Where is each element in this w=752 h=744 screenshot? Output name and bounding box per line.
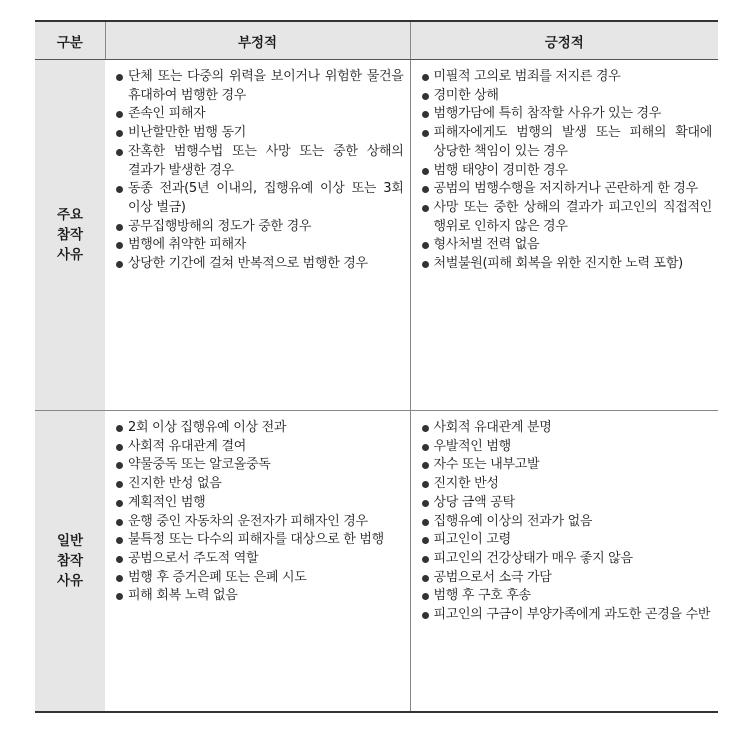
list-item: 우발적인 범행 [421,438,713,457]
row-label-line: 사유 [56,573,84,589]
list-item: 피해 회복 노력 없음 [115,587,404,606]
list-item: 사회적 유대관계 분명 [421,419,713,438]
list-item: 2회 이상 집행유예 이상 전과 [115,419,404,438]
list-item: 피해자에게도 범행의 발생 또는 피해의 확대에 상당한 책임이 있는 경우 [421,124,713,161]
row-label-line: 참작 [56,227,84,243]
general-positive-list [421,419,713,625]
list-item: 범행 후 증거은폐 또는 은폐 시도 [115,569,404,588]
list-item: 상당한 기간에 걸쳐 반복적으로 범행한 경우 [115,255,404,274]
row-label-general [35,411,105,713]
list-item: 집행유예 이상의 전과가 없음 [421,513,713,532]
list-item: 공범의 범행수행을 저지하거나 곤란하게 한 경우 [421,180,713,199]
list-item: 형사처벌 전력 없음 [421,236,713,255]
row-label-major [35,60,105,411]
list-item: 범행에 취약한 피해자 [115,236,404,255]
list-item: 공범으로서 주도적 역할 [115,550,404,569]
list-item: 진지한 반성 없음 [115,475,404,494]
row-label-line: 사유 [56,247,84,263]
list-item: 공범으로서 소극 가담 [421,569,713,588]
header-positive: 긍정적 [410,21,718,60]
list-item: 자수 또는 내부고발 [421,456,713,475]
list-item: 범행 후 구호 후송 [421,587,713,606]
list-item: 사회적 유대관계 결여 [115,438,404,457]
list-item: 상당 금액 공탁 [421,494,713,513]
list-item: 범행 태양이 경미한 경우 [421,162,713,181]
list-item: 피고인의 건강상태가 매우 좋지 않음 [421,550,713,569]
row-label-line: 참작 [56,553,84,569]
list-item: 불특정 또는 다수의 피해자를 대상으로 한 범행 [115,531,404,550]
list-item: 범행가담에 특히 참작할 사유가 있는 경우 [421,105,713,124]
row-label-line: 주요 [56,207,84,223]
row-major-factors [35,60,718,411]
list-item: 운행 중인 자동차의 운전자가 피해자인 경우 [115,513,404,532]
header-negative: 부정적 [105,21,410,60]
list-item: 동종 전과(5년 이내의, 집행유예 이상 또는 3회 이상 벌금) [115,180,404,217]
general-negative-cell [105,411,410,713]
list-item: 미필적 고의로 범죄를 저지른 경우 [421,68,713,87]
list-item: 진지한 반성 [421,475,713,494]
major-negative-cell [105,60,410,411]
sentencing-criteria-table [35,20,718,713]
list-item: 존속인 피해자 [115,105,404,124]
list-item: 약물중독 또는 알코올중독 [115,456,404,475]
list-item: 피고인의 구금이 부양가족에게 과도한 곤경을 수반 [421,606,713,625]
major-positive-list [421,68,713,274]
list-item: 경미한 상해 [421,87,713,106]
header-row [35,21,718,60]
list-item: 공무집행방해의 정도가 중한 경우 [115,218,404,237]
list-item: 단체 또는 다중의 위력을 보이거나 위험한 물건을 휴대하여 범행한 경우 [115,68,404,105]
header-category: 구분 [35,21,105,60]
list-item: 피고인이 고령 [421,531,713,550]
list-item: 계획적인 범행 [115,494,404,513]
list-item: 처벌불원(피해 회복을 위한 진지한 노력 포함) [421,255,713,274]
row-label-line: 일반 [56,533,84,549]
row-general-factors [35,411,718,713]
general-negative-list [115,419,404,606]
general-positive-cell [410,411,718,713]
list-item: 사망 또는 중한 상해의 결과가 피고인의 직접적인 행위로 인하지 않은 경우 [421,199,713,236]
list-item: 잔혹한 범행수법 또는 사망 또는 중한 상해의 결과가 발생한 경우 [115,143,404,180]
list-item: 비난할만한 범행 동기 [115,124,404,143]
major-negative-list [115,68,404,274]
major-positive-cell [410,60,718,411]
